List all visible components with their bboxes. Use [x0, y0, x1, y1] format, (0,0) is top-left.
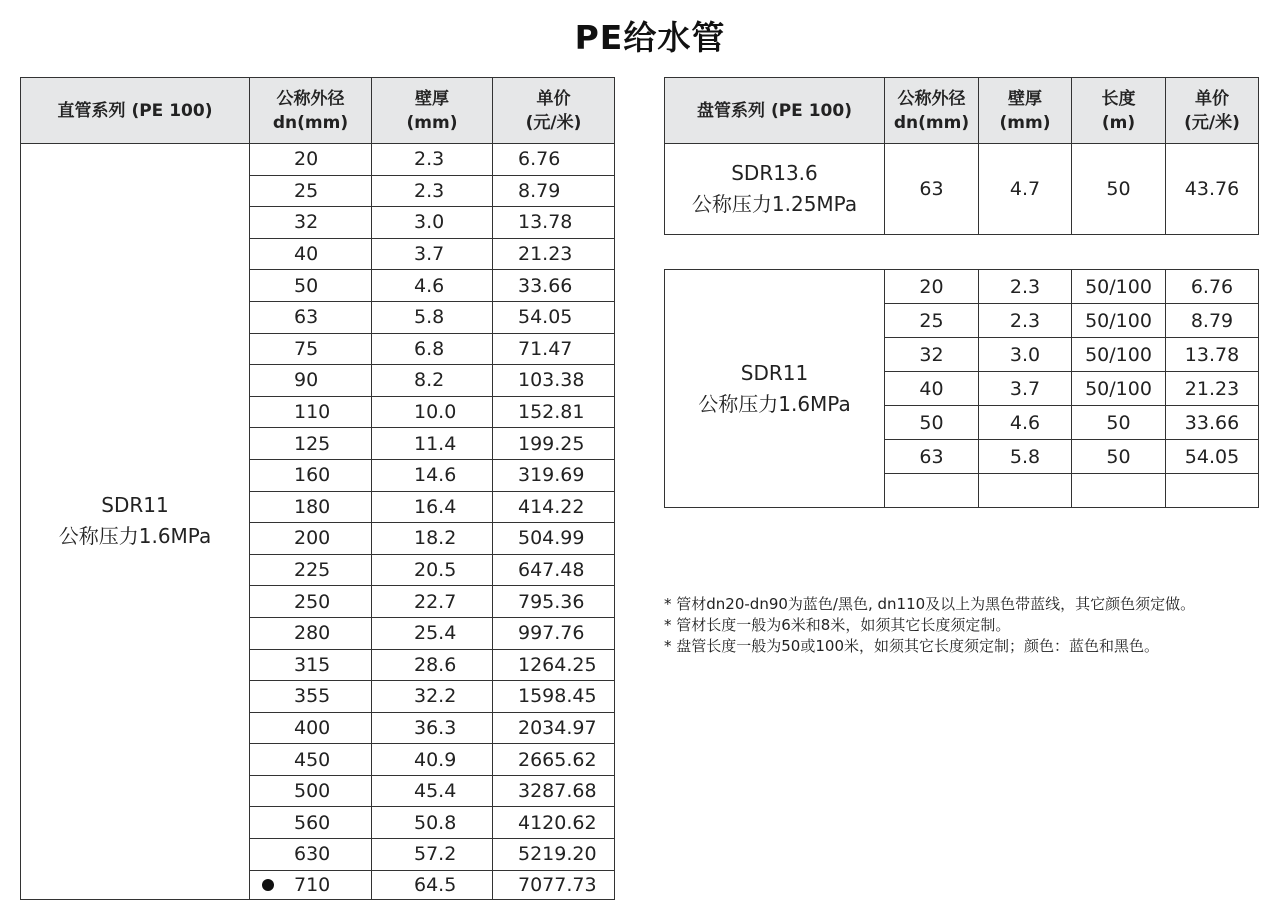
straight-pipe-table-body — [21, 144, 615, 900]
cell-dn — [250, 396, 372, 428]
cell-wall: 8.2 — [372, 365, 493, 397]
cell-dn-value: 225 — [294, 559, 331, 582]
cell-wall: 25.4 — [372, 617, 493, 649]
cell-dn-value: 200 — [294, 527, 331, 550]
coil-header-price-line2: (元/米) — [1184, 112, 1240, 133]
cell-wall: 4.6 — [979, 406, 1072, 440]
cell-length: 50/100 — [1072, 338, 1166, 372]
cell-wall: 11.4 — [372, 428, 493, 460]
cell-price: 504.99 — [493, 523, 615, 555]
series-cell — [21, 144, 250, 900]
cell-wall: 28.6 — [372, 649, 493, 681]
cell-price — [1166, 474, 1259, 508]
cell-wall: 64.5 — [372, 870, 493, 899]
series-pressure: 公称压力1.6MPa — [58, 524, 212, 549]
cell-wall: 4.7 — [979, 144, 1072, 235]
cell-dn — [250, 270, 372, 302]
cell-wall: 4.6 — [372, 270, 493, 302]
cell-dn — [250, 649, 372, 681]
cell-dn-value: 450 — [294, 748, 331, 771]
cell-price: 4120.62 — [493, 807, 615, 839]
cell-dn — [250, 807, 372, 839]
cell-dn — [250, 681, 372, 713]
cell-price: 2034.97 — [493, 712, 615, 744]
cell-wall: 20.5 — [372, 554, 493, 586]
cell-dn-value: 500 — [294, 780, 331, 803]
cell-wall: 5.8 — [372, 301, 493, 333]
header-price — [493, 78, 615, 144]
table-row — [665, 270, 1259, 304]
coil-header-length — [1072, 78, 1166, 144]
header-row — [21, 78, 615, 144]
cell-dn-value: 125 — [294, 432, 331, 455]
cell-wall: 3.0 — [979, 338, 1072, 372]
cell-dn: 25 — [885, 304, 979, 338]
cell-dn — [250, 839, 372, 871]
coil-header-series: 盘管系列 (PE 100) — [665, 78, 885, 144]
cell-dn — [250, 459, 372, 491]
header-dn-line2: dn(mm) — [272, 112, 349, 133]
series-name: SDR11 — [101, 493, 169, 518]
coil-header-length-line2: (m) — [1101, 112, 1136, 133]
header-wall-line1: 壁厚 — [415, 88, 449, 109]
cell-price: 54.05 — [1166, 440, 1259, 474]
cell-length: 50 — [1072, 406, 1166, 440]
cell-wall: 5.8 — [979, 440, 1072, 474]
cell-dn — [250, 175, 372, 207]
cell-price: 103.38 — [493, 365, 615, 397]
header-wall-line2: (mm) — [406, 112, 458, 133]
cell-price: 8.79 — [493, 175, 615, 207]
bullet-icon — [262, 879, 274, 891]
cell-wall: 36.3 — [372, 712, 493, 744]
cell-dn-value: 400 — [294, 716, 331, 739]
cell-price: 647.48 — [493, 554, 615, 586]
cell-dn — [250, 744, 372, 776]
cell-dn — [250, 238, 372, 270]
cell-wall: 3.0 — [372, 207, 493, 239]
cell-dn-value: 560 — [294, 811, 331, 834]
header-dn-line1: 公称外径 — [276, 88, 345, 109]
cell-dn-value: 280 — [294, 622, 331, 645]
cell-wall: 6.8 — [372, 333, 493, 365]
cell-price: 6.76 — [1166, 270, 1259, 304]
cell-dn-value: 32 — [294, 211, 319, 234]
cell-length — [1072, 474, 1166, 508]
table-row — [21, 144, 615, 176]
cell-dn: 63 — [885, 144, 979, 235]
header-price-line2: (元/米) — [525, 112, 582, 133]
cell-dn: 20 — [885, 270, 979, 304]
coil-pipe-table-sdr11-body — [665, 270, 1259, 508]
cell-wall: 3.7 — [979, 372, 1072, 406]
cell-dn — [250, 775, 372, 807]
cell-length: 50/100 — [1072, 304, 1166, 338]
coil-header-price — [1166, 78, 1259, 144]
notes — [664, 594, 1195, 657]
coil-header-row — [665, 78, 1259, 144]
cell-price: 7077.73 — [493, 870, 615, 899]
cell-dn — [250, 207, 372, 239]
straight-pipe-table — [20, 77, 615, 900]
cell-dn — [250, 870, 372, 899]
cell-wall: 10.0 — [372, 396, 493, 428]
cell-dn-value: 110 — [294, 401, 331, 424]
cell-wall: 32.2 — [372, 681, 493, 713]
coil-header-dn — [885, 78, 979, 144]
cell-dn — [250, 428, 372, 460]
cell-dn: 50 — [885, 406, 979, 440]
cell-dn — [250, 554, 372, 586]
cell-price: 2665.62 — [493, 744, 615, 776]
cell-wall: 2.3 — [979, 270, 1072, 304]
cell-price: 54.05 — [493, 301, 615, 333]
cell-dn-value: 355 — [294, 685, 331, 708]
cell-wall: 16.4 — [372, 491, 493, 523]
coil-header-dn-line2: dn(mm) — [893, 112, 970, 133]
cell-wall — [979, 474, 1072, 508]
cell-price: 33.66 — [493, 270, 615, 302]
cell-dn — [250, 301, 372, 333]
cell-dn — [885, 474, 979, 508]
header-dn — [250, 78, 372, 144]
cell-dn-value: 180 — [294, 495, 331, 518]
cell-price: 319.69 — [493, 459, 615, 491]
cell-wall: 57.2 — [372, 839, 493, 871]
coil-series-pressure: 公称压力1.25MPa — [691, 192, 858, 216]
cell-price: 795.36 — [493, 586, 615, 618]
cell-wall: 3.7 — [372, 238, 493, 270]
note-line: * 管材长度一般为6米和8米，如须其它长度须定制。 — [664, 616, 1011, 634]
cell-price: 6.76 — [493, 144, 615, 176]
cell-wall: 50.8 — [372, 807, 493, 839]
cell-dn — [250, 144, 372, 176]
cell-wall: 2.3 — [979, 304, 1072, 338]
cell-dn — [250, 523, 372, 555]
cell-price: 1264.25 — [493, 649, 615, 681]
cell-dn — [250, 365, 372, 397]
cell-dn-value: 25 — [294, 179, 319, 202]
coil-header-wall — [979, 78, 1072, 144]
cell-wall: 40.9 — [372, 744, 493, 776]
coil2-series-cell — [665, 270, 885, 508]
coil-header-wall-line1: 壁厚 — [1008, 88, 1042, 109]
coil-header-dn-line1: 公称外径 — [897, 88, 966, 109]
cell-wall: 2.3 — [372, 144, 493, 176]
cell-dn-value: 20 — [294, 148, 319, 171]
coil-pipe-table-sdr11 — [664, 269, 1259, 508]
cell-price: 21.23 — [1166, 372, 1259, 406]
cell-dn: 40 — [885, 372, 979, 406]
cell-dn — [250, 712, 372, 744]
cell-dn — [250, 333, 372, 365]
cell-price: 13.78 — [1166, 338, 1259, 372]
cell-wall: 14.6 — [372, 459, 493, 491]
coil-header-wall-line2: (mm) — [999, 112, 1051, 133]
cell-price: 997.76 — [493, 617, 615, 649]
cell-dn-value: 710 — [294, 873, 331, 896]
cell-dn-value: 40 — [294, 243, 319, 266]
cell-dn — [250, 491, 372, 523]
cell-dn-value: 630 — [294, 843, 331, 866]
cell-price: 5219.20 — [493, 839, 615, 871]
cell-price: 43.76 — [1166, 144, 1259, 235]
page-title: PE给水管 — [574, 18, 726, 57]
cell-dn — [250, 617, 372, 649]
cell-price: 414.22 — [493, 491, 615, 523]
cell-dn-value: 50 — [294, 274, 319, 297]
cell-price: 71.47 — [493, 333, 615, 365]
cell-dn: 32 — [885, 338, 979, 372]
coil2-series-pressure: 公称压力1.6MPa — [698, 391, 851, 416]
cell-price: 8.79 — [1166, 304, 1259, 338]
cell-price: 199.25 — [493, 428, 615, 460]
cell-dn: 63 — [885, 440, 979, 474]
cell-wall: 18.2 — [372, 523, 493, 555]
coil-series-name: SDR13.6 — [731, 161, 818, 185]
cell-length: 50/100 — [1072, 372, 1166, 406]
header-price-line1: 单价 — [536, 88, 571, 109]
cell-dn-value: 90 — [294, 369, 319, 392]
cell-wall: 2.3 — [372, 175, 493, 207]
coil-pipe-table — [664, 77, 1259, 235]
cell-price: 3287.68 — [493, 775, 615, 807]
header-wall — [372, 78, 493, 144]
cell-length: 50/100 — [1072, 270, 1166, 304]
header-series: 直管系列 (PE 100) — [21, 78, 250, 144]
cell-dn-value: 75 — [294, 337, 319, 360]
coil2-series-name: SDR11 — [740, 360, 809, 385]
cell-dn-value: 63 — [294, 306, 319, 329]
cell-price: 33.66 — [1166, 406, 1259, 440]
cell-price: 152.81 — [493, 396, 615, 428]
table-row — [665, 144, 1259, 235]
cell-dn-value: 250 — [294, 590, 331, 613]
cell-length: 50 — [1072, 440, 1166, 474]
coil-header-price-line1: 单价 — [1195, 88, 1229, 109]
cell-dn-value: 160 — [294, 464, 331, 487]
coil-header-length-line1: 长度 — [1101, 88, 1136, 109]
cell-price: 1598.45 — [493, 681, 615, 713]
note-line: * 盘管长度一般为50或100米，如须其它长度须定制；颜色：蓝色和黑色。 — [664, 637, 1159, 655]
cell-length: 50 — [1072, 144, 1166, 235]
cell-dn — [250, 586, 372, 618]
cell-price: 13.78 — [493, 207, 615, 239]
coil-series-cell — [665, 144, 885, 235]
note-line: * 管材dn20-dn90为蓝色/黑色, dn110及以上为黑色带蓝线，其它颜色须定做。 — [664, 595, 1196, 613]
cell-wall: 22.7 — [372, 586, 493, 618]
cell-dn-value: 315 — [294, 653, 331, 676]
cell-price: 21.23 — [493, 238, 615, 270]
cell-wall: 45.4 — [372, 775, 493, 807]
